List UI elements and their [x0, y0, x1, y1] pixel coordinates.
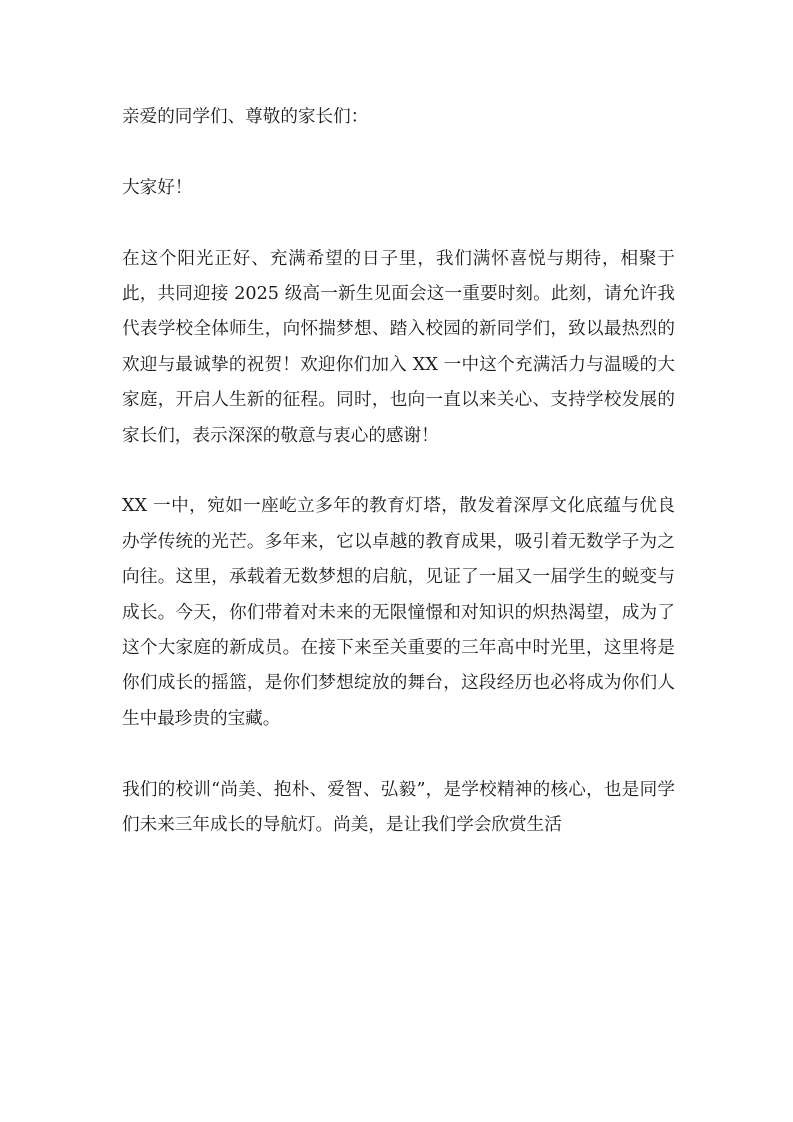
document-body	[122, 100, 675, 879]
salutation: 亲爱的同学们、尊敬的家长们：	[122, 107, 369, 127]
paragraph-school-motto: 我们的校训“尚美、抱朴、爱智、弘毅”，是学校精神的核心，也是同学们未来三年成长的导航灯。尚美，是让我们学会欣赏生活	[122, 779, 675, 836]
paragraph-school-history: XX 一中，宛如一座屹立多年的教育灯塔，散发着深厚文化底蕴与优良办学传统的光芒。多年来，它以卓越的教育成果，吸引着无数学子为之向往。这里，承载着无数梦想的启航，见证了一届又一届学生的蜕变与成长。今天，你们带着对未来的无限憧憬和对知识的炽热渴望，成为了这个大家庭的新成员。在接下来至关重要的三年高中时光里，这里将是你们成长的摇篮，是你们梦想绽放的舞台，这段经历也必将成为你们人生中最珍贵的宝藏。	[122, 496, 675, 729]
paragraph-welcome: 在这个阳光正好、充满希望的日子里，我们满怀喜悦与期待，相聚于此，共同迎接 2025 级高一新生见面会这一重要时刻。此刻，请允许我代表学校全体师生，向怀揣梦想、踏入校园的新同学们，致以最热烈的欢迎与最诚挚的祝贺！欢迎你们加入 XX 一中这个充满活力与温暖的大家庭，开启人生新的征程。同时，也向一直以来关心、支持学校发展的家长们，表示深深的敬意与衷心的感谢！	[122, 248, 675, 446]
greeting: 大家好！	[122, 177, 193, 198]
